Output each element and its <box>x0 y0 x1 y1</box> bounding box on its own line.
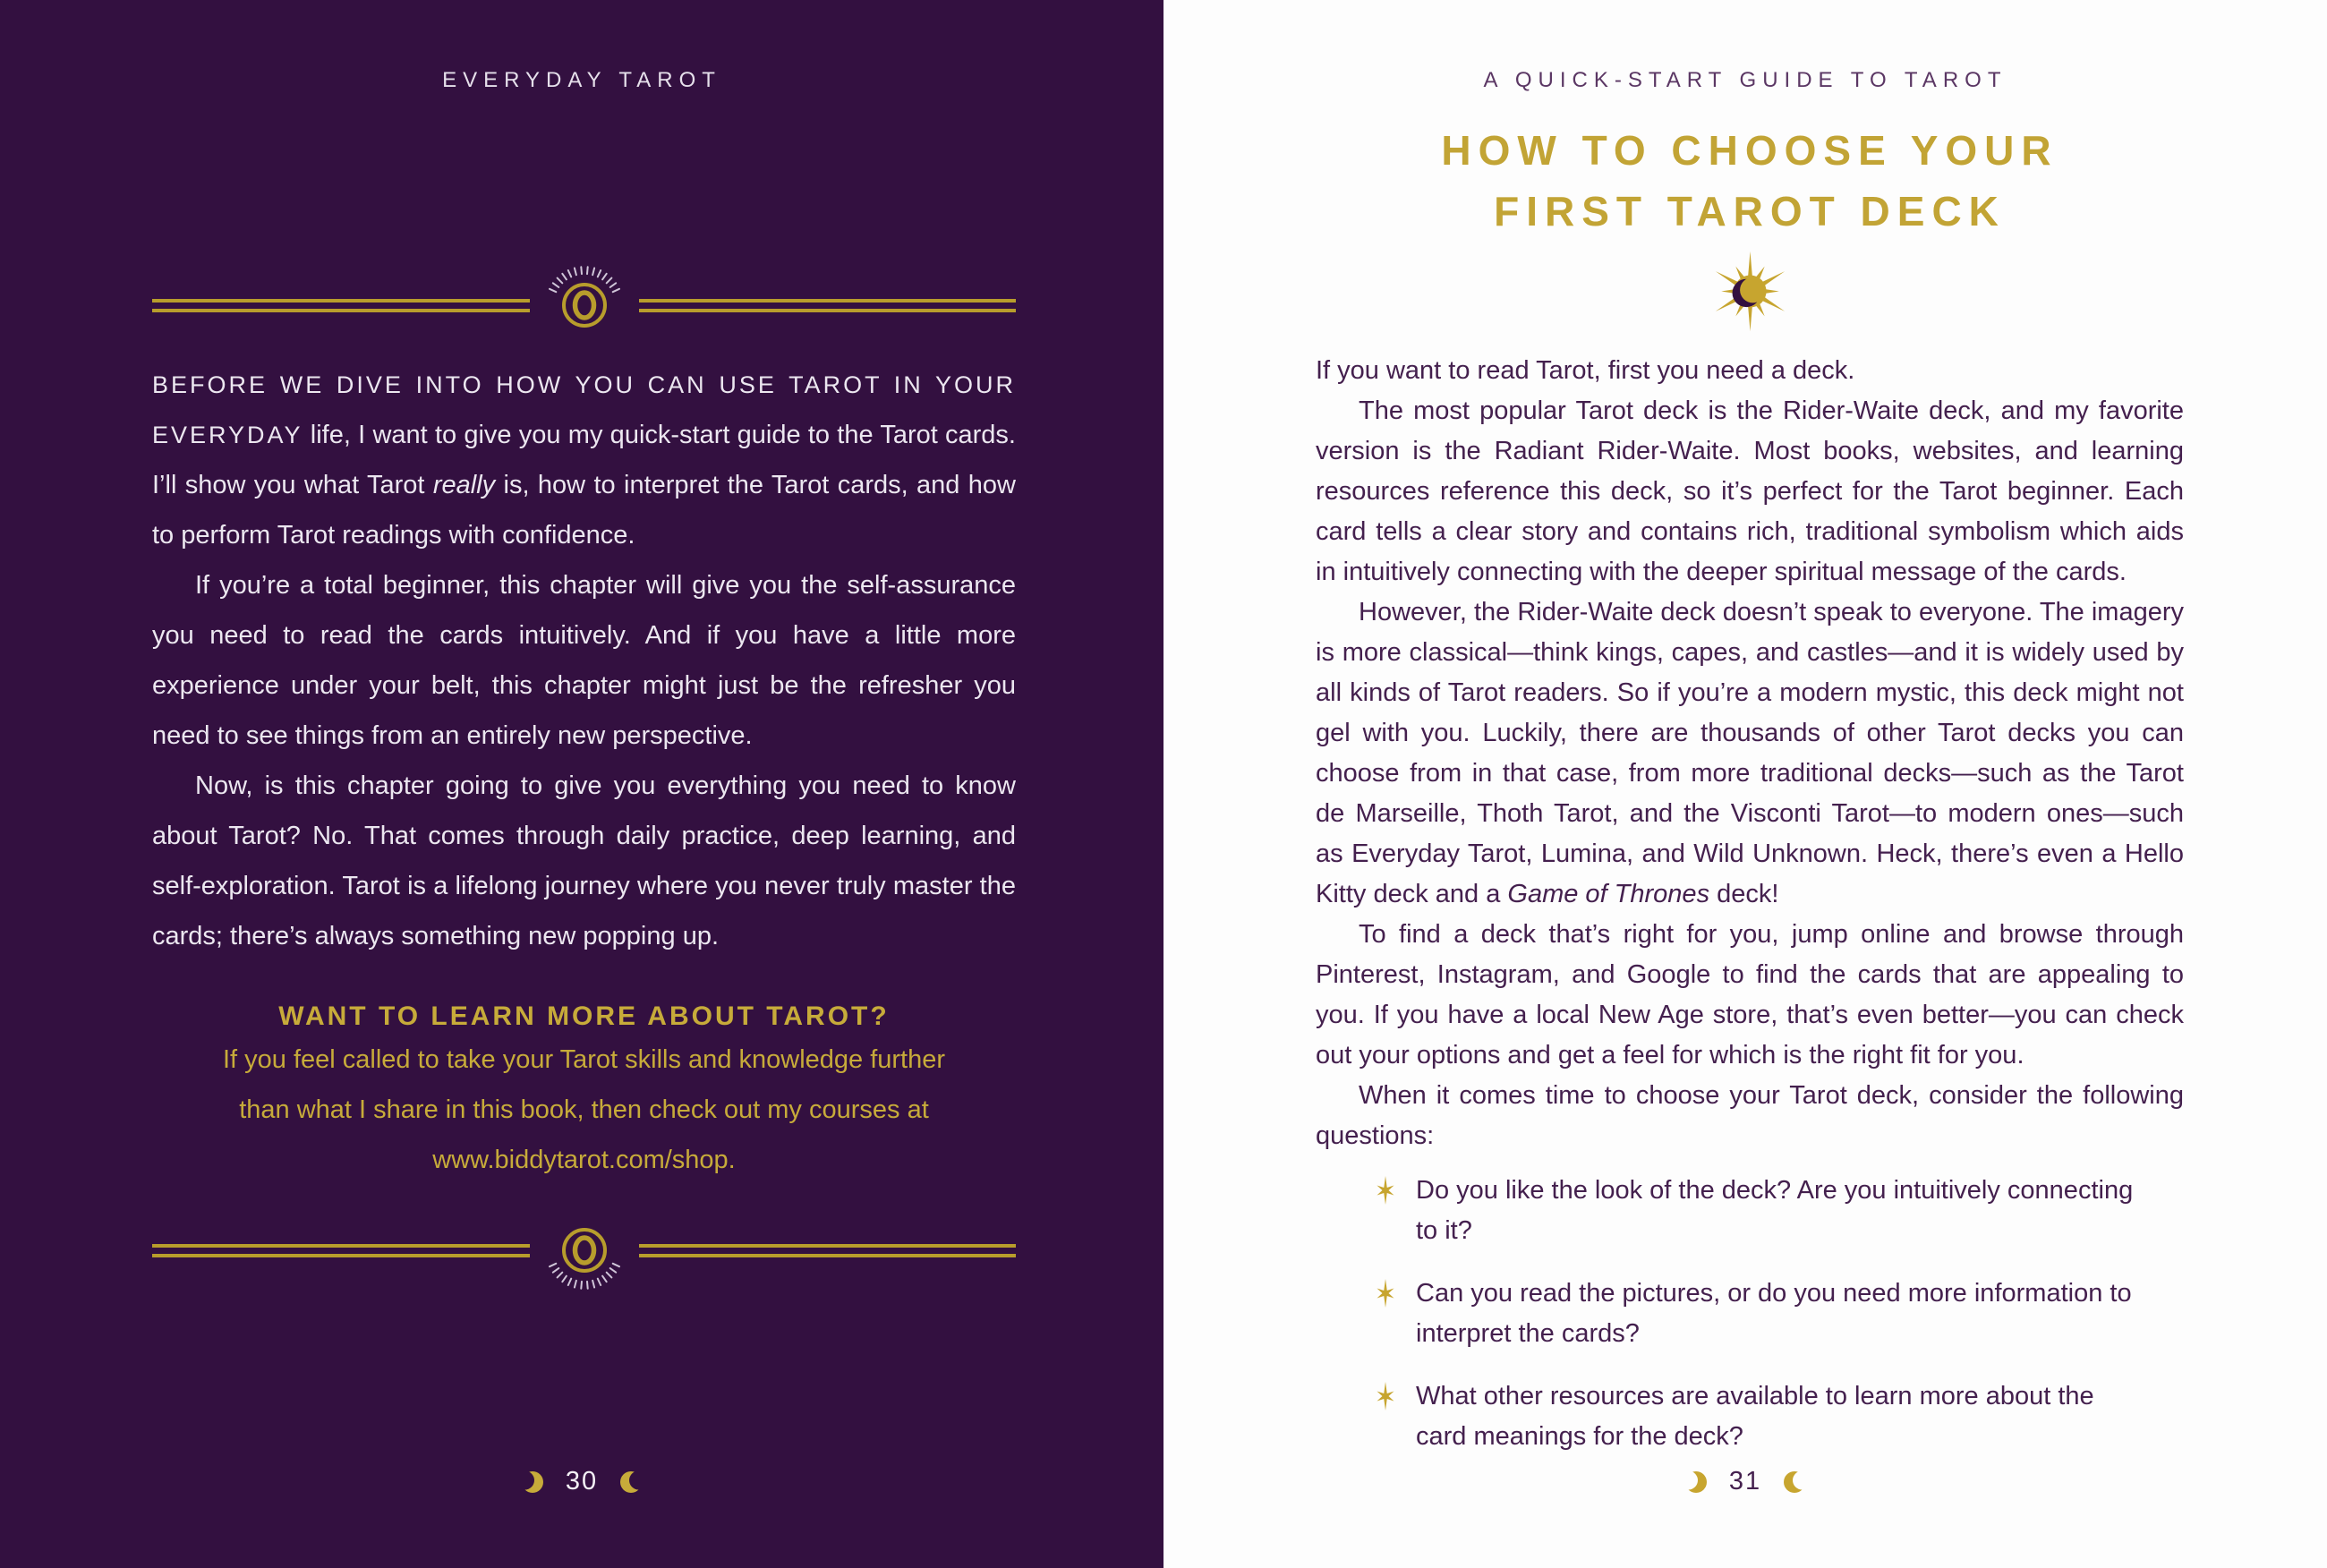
paragraph-text: is, how to interpret the Tarot cards, and how to perform Tarot readings with confidence. <box>152 471 1016 550</box>
paragraph-text: life, I want to give you my quick-start guide to the Tarot cards. I’ll show you what Tarot <box>152 421 1016 499</box>
list-item-text: What other resources are available to learn more about the card meanings for the deck? <box>1416 1382 2094 1451</box>
lead-in-caps: BEFORE WE DIVE INTO HOW YOU CAN USE TAROT IN YOUR EVERYDAY <box>152 371 1016 448</box>
paragraph: If you want to read Tarot, first you need a deck. <box>1316 356 1855 385</box>
crescent-moon-left-icon <box>521 1468 544 1496</box>
divider-ornament-icon <box>535 1201 634 1300</box>
crescent-moon-left-icon <box>1684 1468 1708 1496</box>
body-text <box>1316 351 2184 1457</box>
callout-box <box>152 999 1016 1185</box>
list-item <box>1371 1376 2184 1457</box>
divider-line <box>152 299 530 312</box>
divider-line <box>152 1244 530 1257</box>
paragraph: Now, is this chapter going to give you everything you need to know about Tarot? No. That comes through daily practice, deep learning, and self-exploration. Tarot is a lifelong journey where you never truly master the cards; there’s always something new popping up. <box>152 771 1016 950</box>
callout-line: than what I share in this book, then check out my courses at <box>239 1095 929 1124</box>
chapter-title-line2: FIRST TAROT DECK <box>1494 188 2006 234</box>
divider-line <box>639 299 1017 312</box>
italic-word: really <box>432 471 496 499</box>
chapter-title <box>1316 120 2184 242</box>
paragraph: To find a deck that’s right for you, jump online and browse through Pinterest, Instagram, and Google to find the cards that are appealing to you. If you have a local New Age store, that’s even better—you can check out your options and get a feel for which is the right fit for you. <box>1316 920 2184 1069</box>
list-item-text: Do you like the look of the deck? Are you intuitively connecting to it? <box>1416 1176 2134 1245</box>
list-item-text: Can you read the pictures, or do you need more information to interpret the cards? <box>1416 1279 2132 1348</box>
body-text <box>152 360 1016 961</box>
paragraph <box>152 360 1016 560</box>
callout-line: If you feel called to take your Tarot skills and knowledge further <box>222 1045 946 1074</box>
page-number: 31 <box>1728 1467 1762 1496</box>
page-number: 30 <box>565 1467 599 1496</box>
crescent-moon-right-icon <box>619 1468 643 1496</box>
paragraph-text: However, the Rider-Waite deck doesn’t speak to everyone. The imagery is more classical—think kings, capes, and castles—and it is widely used by all kinds of Tarot readers. So if you’re a modern mystic, this deck might not gel with you. Luckily, there are thousands of other Tarot decks you can choose from in that case, from more traditional decks—such as the Tarot de Marseille, Thoth Tarot, and the Visconti Tarot—to modern ones—such as Everyday Tarot, Lumina, and Wild Unknown. Heck, there’s even a Hello Kitty deck and a <box>1316 598 2185 908</box>
ornament-wrap <box>1316 249 2184 335</box>
list-item <box>1371 1171 2184 1251</box>
crescent-moon-right-icon <box>1783 1468 1806 1496</box>
divider-ornament-icon <box>535 256 634 354</box>
callout-url: www.biddytarot.com/shop. <box>432 1146 736 1174</box>
page-footer-left <box>0 1467 1164 1496</box>
paragraph <box>1316 592 2184 915</box>
paragraph: The most popular Tarot deck is the Rider-Waite deck, and my favorite version is the Radiant Rider-Waite. Most books, websites, and learning resources reference this deck, so it’s perfect for the Tarot beginner. Each card tells a clear story and contains rich, traditional symbolism which aids in intuitively connecting with the deeper spiritual message of the cards. <box>1316 396 2184 586</box>
divider-top <box>152 256 1016 354</box>
paragraph: If you’re a total beginner, this chapter will give you the self-assurance you need to read the cards intuitively. And if you have a little more experience under your belt, this chapter might just be the refresher you need to see things from an entirely new perspective. <box>152 571 1016 750</box>
sun-moon-icon <box>1708 249 1793 334</box>
paragraph-text: deck! <box>1709 880 1779 908</box>
running-head-right: A QUICK-START GUIDE TO TAROT <box>1483 68 2007 92</box>
star-bullet-icon <box>1371 1279 1400 1308</box>
list-item <box>1371 1274 2184 1354</box>
divider-line <box>639 1244 1017 1257</box>
paragraph: When it comes time to choose your Tarot deck, consider the following questions: <box>1316 1081 2184 1150</box>
running-head-left: EVERYDAY TAROT <box>442 68 721 92</box>
star-bullet-icon <box>1371 1176 1400 1205</box>
page-right <box>1164 0 2327 1568</box>
chapter-title-line1: HOW TO CHOOSE YOUR <box>1441 127 2058 174</box>
italic-title: Game of Thrones <box>1507 880 1710 908</box>
page-footer-right <box>1164 1467 2327 1496</box>
divider-bottom <box>152 1201 1016 1300</box>
question-list <box>1316 1171 2184 1457</box>
star-bullet-icon <box>1371 1382 1400 1410</box>
callout-heading: WANT TO LEARN MORE ABOUT TAROT? <box>278 1001 890 1031</box>
